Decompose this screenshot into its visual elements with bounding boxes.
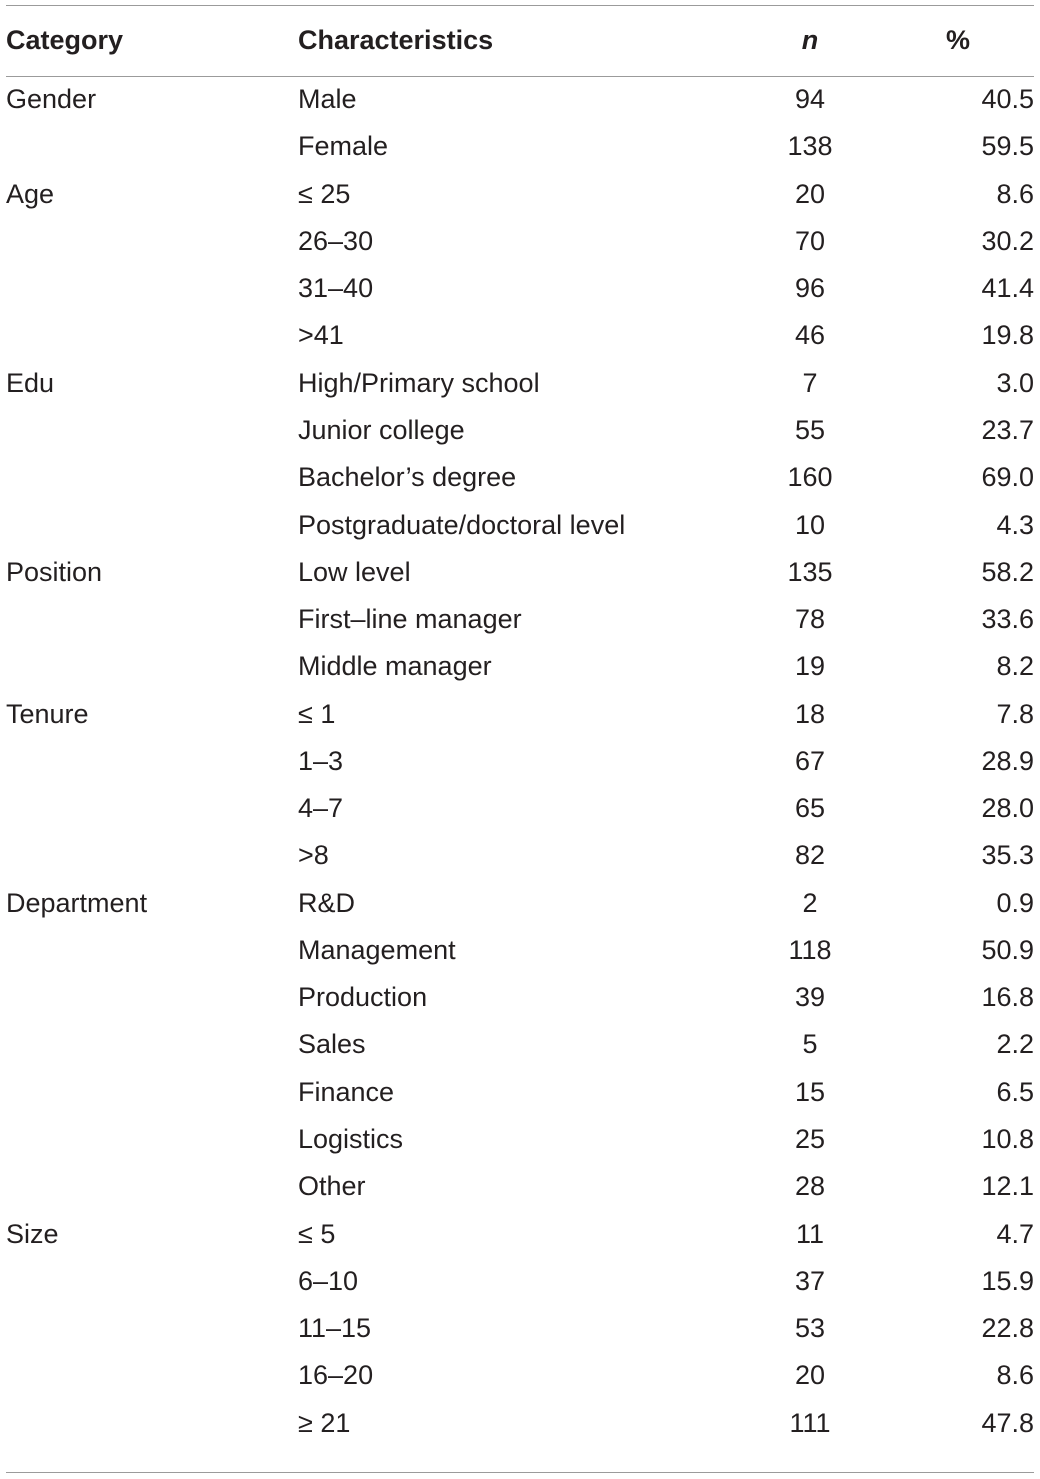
cell-category: Tenure bbox=[6, 698, 89, 729]
cell-n: 82 bbox=[794, 840, 826, 871]
cell-category bbox=[6, 596, 298, 643]
cell-percent: 8.2 bbox=[996, 651, 1034, 682]
cell-percent: 4.3 bbox=[996, 509, 1034, 540]
table-row bbox=[6, 643, 1034, 690]
table-row bbox=[6, 785, 1034, 832]
table-body bbox=[6, 76, 1034, 1447]
table-row bbox=[6, 265, 1034, 312]
cell-characteristic: Postgraduate/doctoral level bbox=[298, 509, 626, 540]
cell-n: 78 bbox=[794, 604, 826, 635]
cell-percent: 41.4 bbox=[981, 273, 1034, 304]
cell-n: 135 bbox=[787, 556, 833, 587]
cell-n: 46 bbox=[794, 320, 826, 351]
table-row bbox=[6, 1352, 1034, 1399]
cell-percent: 69.0 bbox=[981, 462, 1034, 493]
cell-n: 96 bbox=[794, 273, 826, 304]
cell-percent: 33.6 bbox=[981, 604, 1034, 635]
cell-category bbox=[6, 785, 298, 832]
table-row bbox=[6, 690, 1034, 737]
cell-percent: 40.5 bbox=[981, 84, 1034, 115]
cell-category bbox=[6, 1116, 298, 1163]
cell-n: 37 bbox=[794, 1265, 826, 1296]
table-row bbox=[6, 1163, 1034, 1210]
cell-characteristic: 11–15 bbox=[298, 1313, 372, 1344]
cell-percent: 59.5 bbox=[981, 131, 1034, 162]
cell-category bbox=[6, 1352, 298, 1399]
table-row bbox=[6, 454, 1034, 501]
table-row bbox=[6, 312, 1034, 359]
header-row bbox=[6, 5, 1034, 76]
cell-characteristic: 6–10 bbox=[298, 1265, 359, 1296]
table-row bbox=[6, 1210, 1034, 1257]
table-row bbox=[6, 974, 1034, 1021]
header-characteristics: Characteristics bbox=[298, 25, 494, 55]
cell-category bbox=[6, 407, 298, 454]
table-row bbox=[6, 1399, 1034, 1446]
cell-n: 39 bbox=[794, 982, 826, 1013]
table-row bbox=[6, 832, 1034, 879]
table-row bbox=[6, 501, 1034, 548]
table-row bbox=[6, 123, 1034, 170]
cell-category bbox=[6, 1399, 298, 1446]
cell-characteristic: Other bbox=[298, 1171, 366, 1202]
cell-percent: 19.8 bbox=[981, 320, 1034, 351]
cell-category bbox=[6, 123, 298, 170]
cell-characteristic: Production bbox=[298, 982, 428, 1013]
table-row bbox=[6, 171, 1034, 218]
cell-n: 20 bbox=[794, 178, 826, 209]
table-row bbox=[6, 549, 1034, 596]
cell-percent: 47.8 bbox=[981, 1407, 1034, 1438]
cell-percent: 8.6 bbox=[996, 178, 1034, 209]
table-bottom-rule bbox=[6, 1472, 1034, 1473]
cell-characteristic: Logistics bbox=[298, 1123, 404, 1154]
cell-n: 11 bbox=[795, 1218, 825, 1249]
cell-category bbox=[6, 1069, 298, 1116]
cell-n: 18 bbox=[794, 698, 826, 729]
table-row bbox=[6, 738, 1034, 785]
cell-n: 10 bbox=[794, 509, 826, 540]
cell-n: 138 bbox=[787, 131, 833, 162]
cell-n: 7 bbox=[802, 367, 818, 398]
cell-percent: 8.6 bbox=[996, 1360, 1034, 1391]
header-n: n bbox=[801, 25, 819, 55]
cell-characteristic: Middle manager bbox=[298, 651, 492, 682]
cell-percent: 28.0 bbox=[981, 793, 1034, 824]
cell-n: 19 bbox=[794, 651, 826, 682]
cell-characteristic: ≤ 5 bbox=[298, 1218, 336, 1249]
cell-characteristic: ≤ 25 bbox=[298, 178, 351, 209]
table-header bbox=[6, 5, 1034, 76]
cell-category bbox=[6, 501, 298, 548]
cell-characteristic: High/Primary school bbox=[298, 367, 540, 398]
cell-percent: 10.8 bbox=[981, 1123, 1034, 1154]
cell-n: 15 bbox=[794, 1076, 826, 1107]
demographics-table bbox=[6, 5, 1034, 1447]
cell-characteristic: Sales bbox=[298, 1029, 366, 1060]
cell-characteristic: 26–30 bbox=[298, 225, 374, 256]
cell-category bbox=[6, 265, 298, 312]
cell-characteristic: Junior college bbox=[298, 414, 465, 445]
cell-category bbox=[6, 218, 298, 265]
cell-characteristic: 31–40 bbox=[298, 273, 374, 304]
cell-characteristic: ≤ 1 bbox=[298, 698, 336, 729]
cell-n: 28 bbox=[794, 1171, 826, 1202]
cell-n: 160 bbox=[787, 462, 833, 493]
cell-n: 65 bbox=[794, 793, 826, 824]
cell-characteristic: 16–20 bbox=[298, 1360, 374, 1391]
cell-n: 20 bbox=[794, 1360, 826, 1391]
cell-category bbox=[6, 1305, 298, 1352]
cell-n: 53 bbox=[794, 1313, 826, 1344]
cell-category: Age bbox=[6, 178, 55, 209]
cell-n: 67 bbox=[794, 745, 826, 776]
header-percent: % bbox=[945, 25, 970, 55]
cell-characteristic: >8 bbox=[298, 840, 329, 871]
cell-category bbox=[6, 454, 298, 501]
cell-characteristic: Bachelor’s degree bbox=[298, 462, 517, 493]
cell-characteristic: First–line manager bbox=[298, 604, 522, 635]
cell-category: Edu bbox=[6, 367, 55, 398]
cell-percent: 23.7 bbox=[981, 414, 1034, 445]
cell-category bbox=[6, 643, 298, 690]
cell-percent: 12.1 bbox=[981, 1171, 1034, 1202]
cell-percent: 16.8 bbox=[981, 982, 1034, 1013]
cell-category bbox=[6, 832, 298, 879]
table-row bbox=[6, 1021, 1034, 1068]
cell-category: Department bbox=[6, 887, 148, 918]
cell-category bbox=[6, 738, 298, 785]
cell-category bbox=[6, 927, 298, 974]
cell-characteristic: 4–7 bbox=[298, 793, 344, 824]
cell-n: 70 bbox=[794, 225, 826, 256]
cell-percent: 7.8 bbox=[996, 698, 1034, 729]
table-row bbox=[6, 1305, 1034, 1352]
cell-percent: 3.0 bbox=[996, 367, 1034, 398]
cell-n: 94 bbox=[794, 84, 826, 115]
cell-characteristic: Finance bbox=[298, 1076, 395, 1107]
cell-percent: 15.9 bbox=[981, 1265, 1034, 1296]
cell-percent: 2.2 bbox=[996, 1029, 1034, 1060]
table-row bbox=[6, 1258, 1034, 1305]
cell-category bbox=[6, 312, 298, 359]
cell-n: 118 bbox=[788, 934, 832, 965]
cell-percent: 30.2 bbox=[981, 225, 1034, 256]
cell-percent: 28.9 bbox=[981, 745, 1034, 776]
cell-percent: 6.5 bbox=[996, 1076, 1034, 1107]
cell-percent: 50.9 bbox=[981, 934, 1034, 965]
cell-characteristic: Female bbox=[298, 131, 389, 162]
cell-n: 55 bbox=[794, 414, 826, 445]
cell-characteristic: 1–3 bbox=[298, 745, 344, 776]
cell-n: 5 bbox=[802, 1029, 818, 1060]
table-row bbox=[6, 1116, 1034, 1163]
table-row bbox=[6, 407, 1034, 454]
cell-category bbox=[6, 1021, 298, 1068]
cell-characteristic: >41 bbox=[298, 320, 344, 351]
cell-percent: 0.9 bbox=[996, 887, 1034, 918]
cell-percent: 35.3 bbox=[981, 840, 1034, 871]
header-category: Category bbox=[6, 25, 124, 55]
cell-category: Position bbox=[6, 556, 103, 587]
cell-characteristic: Low level bbox=[298, 556, 411, 587]
cell-n: 111 bbox=[789, 1407, 831, 1438]
table-row bbox=[6, 927, 1034, 974]
cell-category: Gender bbox=[6, 84, 97, 115]
cell-category: Size bbox=[6, 1218, 59, 1249]
cell-n: 2 bbox=[802, 887, 818, 918]
cell-characteristic: ≥ 21 bbox=[298, 1407, 351, 1438]
cell-percent: 22.8 bbox=[981, 1313, 1034, 1344]
cell-category bbox=[6, 1163, 298, 1210]
cell-n: 25 bbox=[794, 1123, 826, 1154]
cell-percent: 4.7 bbox=[996, 1218, 1034, 1249]
table-row bbox=[6, 596, 1034, 643]
cell-category bbox=[6, 1258, 298, 1305]
table-row bbox=[6, 218, 1034, 265]
table-row bbox=[6, 360, 1034, 407]
cell-percent: 58.2 bbox=[981, 556, 1034, 587]
table-row bbox=[6, 76, 1034, 123]
table-row bbox=[6, 880, 1034, 927]
cell-characteristic: Management bbox=[298, 934, 456, 965]
table-row bbox=[6, 1069, 1034, 1116]
cell-characteristic: Male bbox=[298, 84, 357, 115]
cell-category bbox=[6, 974, 298, 1021]
cell-characteristic: R&D bbox=[298, 887, 356, 918]
